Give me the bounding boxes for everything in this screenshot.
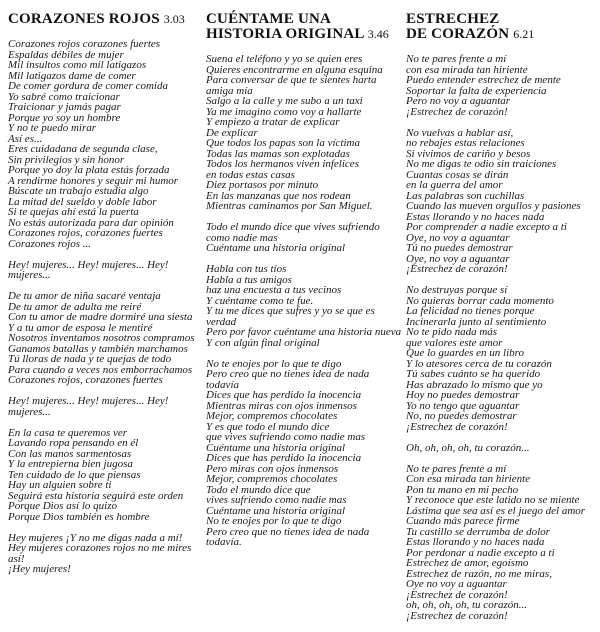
lyric-stanza xyxy=(8,291,204,386)
lyric-line: con esa mirada tan hiriente xyxy=(406,63,528,76)
lyric-line: En la casa te queremos ver xyxy=(8,426,128,439)
song-title-line: CORAZONES ROJOS xyxy=(8,11,160,27)
lyric-line: ¡Estrechez de corazón! xyxy=(406,263,508,275)
lyric-line: Ganamos batallas y también marchamos xyxy=(8,342,188,355)
lyric-stanza xyxy=(406,285,596,432)
lyric-line: Estrechez de razón, no me miras, xyxy=(406,567,552,580)
lyric-stanza xyxy=(8,396,204,417)
lyric-line: Pero no voy a aguantar xyxy=(406,95,511,107)
lyric-line: Y lo atesores cerca de tu corazón xyxy=(406,357,552,370)
lyric-line: Tú no puedes demostrar xyxy=(406,242,513,254)
lyric-line: Cuando las mueven orgullos y pasiones xyxy=(406,200,581,212)
lyric-line: Cuéntame una historia original xyxy=(206,504,346,517)
lyric-line: Pero miras con ojos inmensos xyxy=(206,462,339,475)
lyric-line: Diez portasos por minuto xyxy=(206,179,319,191)
lyric-line: Y tu me dices que sufres y yo se que es verdad xyxy=(206,305,375,328)
lyric-line: Hay un alguien sobre ti xyxy=(8,479,112,491)
lyric-line: No quieras borrar cada momento xyxy=(406,294,554,307)
lyric-line: Ya me imagino como voy a hallarte xyxy=(206,105,362,118)
lyric-line: Corazones rojos, corazones fuertes xyxy=(8,374,163,386)
lyric-line: Estas llorando y no haces nada xyxy=(406,210,545,223)
lyric-line: Estas llorando y no haces nada xyxy=(406,536,545,548)
lyric-line: Todo el mundo dice que xyxy=(206,483,311,496)
lyric-line: No te enojes por lo que te digo xyxy=(206,515,342,527)
lyric-line: Y es que todo el mundo dice xyxy=(206,420,330,433)
lyric-line: Salgo a la calle y me subo a un taxi xyxy=(206,95,363,107)
lyric-line: Hey mujeres corazones rojos no me mires así! xyxy=(8,542,192,565)
lyric-line: No me digas te odio sin traiciones xyxy=(406,158,557,170)
lyric-line: Por perdonar a nadie excepto a ti xyxy=(406,546,555,559)
lyric-stanza xyxy=(8,428,204,523)
lyric-line: No, no puedes demostrar xyxy=(406,410,517,422)
lyric-line: Si vivimos de cariño y besos xyxy=(406,147,531,160)
lyric-line: ¡Hey mujeres! xyxy=(8,563,71,575)
song-lyrics xyxy=(8,39,204,575)
lyric-stanza xyxy=(406,443,596,454)
lyric-line: Pero por favor cuéntame una historia nueva xyxy=(206,326,402,338)
lyric-stanza xyxy=(406,54,596,117)
lyric-stanza xyxy=(406,128,596,275)
lyric-stanza xyxy=(8,39,204,249)
lyric-line: Por comprender a nadie excepto a ti xyxy=(406,221,567,233)
song-lyrics xyxy=(406,54,596,621)
song-duration: 3.03 xyxy=(163,12,185,26)
lyric-stanza xyxy=(206,222,402,254)
song-title-line: ESTRECHEZ xyxy=(406,11,500,27)
lyric-line: Corazones rojos ... xyxy=(8,237,92,250)
lyric-line: Incinerarla junto al sentimiento xyxy=(406,315,547,328)
lyric-stanza xyxy=(8,260,204,281)
lyric-line: Y con algún final original xyxy=(206,336,320,349)
lyric-line: Porque Dios así lo quizo xyxy=(8,500,117,512)
lyric-stanza xyxy=(206,54,402,212)
song-column xyxy=(8,12,204,585)
lyric-line: que valores este amor xyxy=(406,336,503,349)
lyric-line: Lástima que sea así es el juego del amor xyxy=(406,504,586,517)
lyric-line: Seguirá esta historia seguirá este orden xyxy=(8,489,184,502)
lyric-line: De explicar xyxy=(206,126,258,139)
lyric-line: Pero creo que no tienes idea de nada todavía xyxy=(206,368,370,391)
lyric-line: No vuelvas a hablar así, xyxy=(406,126,514,139)
lyric-line: Y no te puedo mirar xyxy=(8,122,96,134)
lyric-line: Habla con tus tíos xyxy=(206,263,287,275)
lyric-line: Ten cuidado de lo que piensas xyxy=(8,468,141,481)
lyric-stanza xyxy=(406,464,596,622)
lyric-line: Que todos los papas son la víctima xyxy=(206,137,360,149)
lyric-line: No estás autorizada para dar opinión xyxy=(8,216,174,229)
lyric-line: Tu castillo se derrumba de dolor xyxy=(406,525,550,538)
lyric-line: Para conversar de que te sientes harta xyxy=(206,74,377,86)
lyric-line: que vives sufriendo como nadie mas xyxy=(206,431,366,443)
lyric-line: No te enojes por lo que te digo xyxy=(206,357,342,370)
lyric-line: Con las manos sarmentosas xyxy=(8,447,132,460)
lyric-line: oh, oh, oh, oh, tu corazón... xyxy=(406,599,527,611)
lyric-line: Si te quejas ahí está la puerta xyxy=(8,206,139,218)
lyric-line: Hey mujeres ¡Y no me digas nada a mí! xyxy=(8,531,183,544)
lyric-line: No te pares frente a mí xyxy=(406,53,507,65)
lyric-line: en todas estas casas xyxy=(206,168,295,181)
lyric-line: Y la entrepierna bien jugosa xyxy=(8,458,133,470)
lyric-line: Porque Dios también es hombre xyxy=(8,510,150,523)
lyric-line: ¡Estrechez de corazón! xyxy=(406,588,508,601)
lyric-line: Hoy no puedes demostrar xyxy=(406,389,520,401)
lyric-line: A rendirme honores y seguir mi humor xyxy=(8,174,179,187)
lyric-line: De tu amor de niña sacaré ventaja xyxy=(8,290,161,302)
lyric-line: Dices que has perdido la inocencia xyxy=(206,389,362,401)
lyric-line: Para cuando a veces nos emborrachamos xyxy=(8,363,193,376)
lyric-line: Todo el mundo dice que vives sufriendo como nadie mas xyxy=(206,221,380,244)
song-duration: 6.21 xyxy=(513,27,535,41)
lyric-line: Oh, oh, oh, oh, tu corazón... xyxy=(406,441,530,454)
lyric-line: ¡Estrechez de corazón! xyxy=(406,420,508,433)
lyric-line: Y a tu amor de esposa le mentiré xyxy=(8,321,153,334)
lyric-line: Traicionar y jamás pagar xyxy=(8,101,121,113)
lyric-line: no rebajes estas relaciones xyxy=(406,137,525,149)
lyric-line: Así es... xyxy=(8,132,43,145)
lyric-line: De comer gordura de comer comida xyxy=(8,80,168,92)
lyric-line: Porque yo doy la plata estás forzada xyxy=(8,164,170,176)
lyric-line: Y reconoce que este latido no se miente xyxy=(406,494,580,506)
lyric-line: Sin privilegios y sin honor xyxy=(8,153,125,166)
lyric-line: Mientras caminamos por San Miguel. xyxy=(206,200,373,212)
lyric-line: Suena el teléfono y yo se quien eres xyxy=(206,53,363,65)
song-title-line: HISTORIA ORIGINAL xyxy=(206,26,364,42)
lyric-line: Soportar la falta de experiencia xyxy=(406,84,547,97)
lyric-line: ¡Estrechez de corazón! xyxy=(406,105,508,118)
lyric-line: La felicidad no tienes porque xyxy=(406,305,535,317)
song-title-line: DE CORAZÓN xyxy=(406,26,510,42)
lyric-line: No te pido nada más xyxy=(406,326,498,338)
lyric-line: Hey! mujeres... Hey! mujeres... Hey! mujeres... xyxy=(8,258,169,281)
lyric-stanza xyxy=(206,264,402,348)
lyric-line: Tú lloras de nada y te quejas de todo xyxy=(8,353,172,365)
lyric-line: No destruyas porque sí xyxy=(406,284,508,296)
lyric-line: Yo sabré como traicionar xyxy=(8,90,120,103)
lyric-line: Yo no tengo que aguantar xyxy=(406,399,520,412)
lyric-line: No te pares frente a mí xyxy=(406,462,507,475)
lyric-line: Porque yo soy un hombre xyxy=(8,111,121,124)
lyric-line: Corazones rojos, corazones fuertes xyxy=(8,227,163,239)
song-column xyxy=(406,12,596,632)
lyric-line: Oye no voy a aguantar xyxy=(406,578,507,590)
lyric-line: Mientras miras con ojos inmensos xyxy=(206,399,357,412)
lyric-line: amiga mía xyxy=(206,84,253,97)
lyric-line: Cuéntame una historia original xyxy=(206,242,346,254)
lyric-line: Mejor, compremos chocolates xyxy=(206,473,338,485)
lyric-line: Lavando ropa pensando en él xyxy=(8,437,139,449)
lyric-line: Eres cuidadana de segunda clase, xyxy=(8,143,158,155)
lyric-line: Oye, no voy a aguantar xyxy=(406,252,510,265)
lyric-line: Cuantas cosas se dirán xyxy=(406,168,509,181)
lyric-line: Todos los hermanos viven infelices xyxy=(206,158,359,170)
song-lyrics xyxy=(206,54,402,548)
lyric-line: Con tu amor de madre dormiré una siesta xyxy=(8,311,193,323)
lyric-line: Mil latigazos dame de comer xyxy=(8,69,136,82)
lyric-line: Dices que has perdido la inocencia xyxy=(206,452,362,464)
lyric-line: Has abrazado lo mismo que yo xyxy=(406,378,543,391)
lyric-line: Y cuéntame como te fue. xyxy=(206,294,314,307)
lyric-line: Corazones rojos corazones fuertes xyxy=(8,38,161,50)
lyric-line: Estrechez de amor, egoísmo xyxy=(406,557,529,569)
lyric-line: Nosotros inventamos nosotros compramos xyxy=(8,332,195,344)
lyric-line: Oye, no voy a aguantar xyxy=(406,231,510,244)
lyric-line: Cuéntame una historia original xyxy=(206,441,346,454)
song-title-line: CUÉNTAME UNA xyxy=(206,11,332,27)
lyric-line: Espaldas débiles de mujer xyxy=(8,48,124,61)
lyric-line: Mil insultos como mil latigazos xyxy=(8,59,147,71)
song-column xyxy=(206,12,402,558)
lyric-line: ¡Estrechez de corazón! xyxy=(406,609,508,622)
lyric-line: vives sufriendo como nadie mas xyxy=(206,494,347,506)
lyric-line: Puedo entender estrechez de mente xyxy=(406,74,561,86)
lyric-line: La mitad del sueldo y doble labor xyxy=(8,195,157,208)
lyric-line: Mejor, compremos chocolates xyxy=(206,410,338,422)
lyric-line: Hey! mujeres... Hey! mujeres... Hey! mujeres... xyxy=(8,395,169,418)
lyric-line: En las manzanas que nos rodean xyxy=(206,189,351,202)
lyric-line: Cuando más parece firme xyxy=(406,515,520,527)
lyric-line: Pero creo que no tienes idea de nada todavía. xyxy=(206,525,370,548)
lyric-line: Que lo guardes en un libro xyxy=(406,347,525,359)
lyric-line: Y empiezo a tratar de explicar xyxy=(206,116,340,128)
lyric-line: De tu amor de adulta me reiré xyxy=(8,300,142,313)
lyric-stanza xyxy=(206,359,402,548)
lyric-line: en la guerra del amor xyxy=(406,179,503,191)
lyric-line: Todas las mamas son explotadas xyxy=(206,147,350,160)
lyric-line: haz una encuesta a tus vecinos xyxy=(206,284,342,296)
song-title xyxy=(406,12,596,42)
lyric-line: Quieres encontrarme en alguna esquina xyxy=(206,63,383,76)
lyric-stanza xyxy=(8,533,204,575)
lyric-line: Con esa mirada tan hiriente xyxy=(406,473,531,485)
lyric-line: Pon tu mano en mi pecho xyxy=(406,483,519,496)
lyric-line: Búscate un trabajo estudia algo xyxy=(8,185,149,197)
song-title xyxy=(8,12,204,27)
lyric-line: Las palabras son cuchillas xyxy=(406,189,525,202)
lyric-line: Habla a tus amigos xyxy=(206,273,292,286)
song-duration: 3.46 xyxy=(367,27,389,41)
lyric-line: Tú sabes cuánto se ha querido xyxy=(406,368,541,380)
song-title xyxy=(206,12,402,42)
